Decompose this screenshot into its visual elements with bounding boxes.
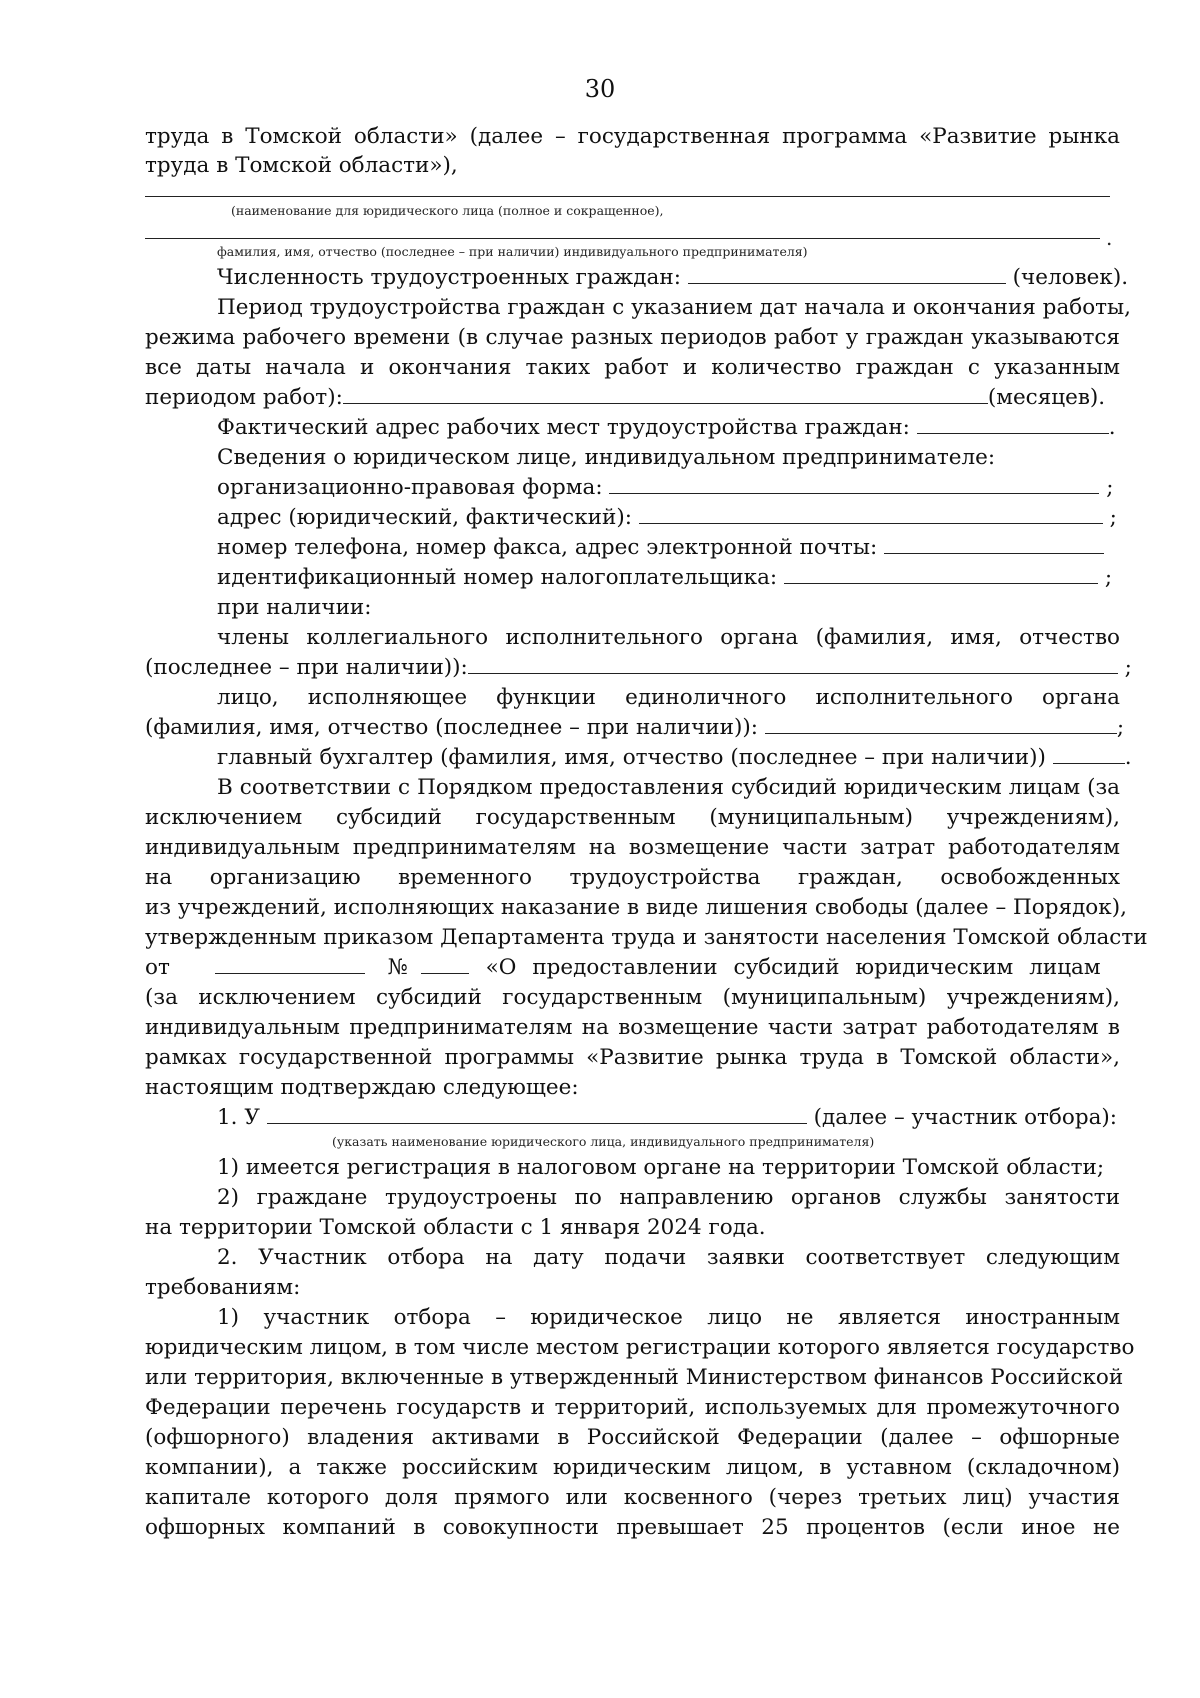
text-line: индивидуальным предпринимателям на возмещение части затрат работодателям в <box>145 1015 1120 1040</box>
punctuation: ; <box>1106 475 1114 500</box>
text-line: рамках государственной программы «Развитие рынка труда в Томской области», <box>145 1045 1120 1070</box>
field-text: (далее – участник отбора): <box>813 1105 1118 1130</box>
text-line: члены коллегиального исполнительного органа (фамилия, имя, отчество <box>217 625 1120 650</box>
field-unit: (месяцев). <box>987 385 1106 410</box>
field-line <box>145 713 1125 742</box>
text-line: капитале которого доля прямого или косвенного (через третьих лиц) участия <box>145 1485 1120 1510</box>
blank-line <box>145 196 1110 197</box>
text-line: лицо, исполняющее функции единоличного исполнительного органа <box>217 685 1120 710</box>
field-line <box>217 473 1120 502</box>
text-line: на территории Томской области с 1 января 2024 года. <box>145 1215 766 1240</box>
text-line: все даты начала и окончания таких работ и количество граждан с указанным <box>145 355 1120 380</box>
text-line: 2. Участник отбора на дату подачи заявки соответствует следующим <box>217 1245 1120 1270</box>
number-sign: № <box>387 955 408 980</box>
punctuation: ; <box>1116 715 1125 740</box>
caption: (указать наименование юридического лица, индивидуального предпринимателя) <box>332 1134 875 1149</box>
field-label: номер телефона, номер факса, адрес электронной почты: <box>217 535 878 560</box>
blank-field <box>267 1103 807 1124</box>
punctuation: . <box>1124 745 1132 770</box>
text-line: настоящим подтверждаю следующее: <box>145 1075 579 1100</box>
text-line: при наличии: <box>217 595 372 620</box>
blank-field <box>468 653 1118 674</box>
text-line: режима рабочего времени (в случае разных периодов работ у граждан указываются <box>145 325 1120 350</box>
field-label: периодом работ): <box>145 385 343 410</box>
text-line: офшорных компаний в совокупности превышает 25 процентов (если иное не <box>145 1515 1120 1540</box>
text-line: или территория, включенные в утвержденный Министерством финансов Российской <box>145 1365 1124 1390</box>
blank-field <box>215 953 365 974</box>
field-line <box>217 533 1120 562</box>
field-label: идентификационный номер налогоплательщика: <box>217 565 778 590</box>
text-line: 2) граждане трудоустроены по направлению органов службы занятости <box>217 1185 1120 1210</box>
caption: (наименование для юридического лица (полное и сокращенное), <box>231 203 664 218</box>
field-text: «О предоставлении субсидий юридическим лицам <box>485 955 1101 980</box>
punctuation: ; <box>1104 565 1113 590</box>
text-line: труда в Томской области» (далее – государственная программа «Развитие рынка <box>145 124 1120 149</box>
field-label: (последнее – при наличии)): <box>145 655 468 680</box>
text-line: Период трудоустройства граждан с указанием дат начала и окончания работы, <box>217 295 1131 320</box>
text-line: Сведения о юридическом лице, индивидуальном предпринимателе: <box>217 445 996 470</box>
punctuation: ; <box>1124 655 1132 680</box>
blank-field <box>639 503 1103 524</box>
blank-field <box>784 563 1098 584</box>
text-line: Федерации перечень государств и территорий, используемых для промежуточного <box>145 1395 1120 1420</box>
blank-field <box>765 713 1117 734</box>
blank-field <box>884 533 1104 554</box>
caption: фамилия, имя, отчество (последнее – при наличии) индивидуального предпринимателя) <box>217 244 808 259</box>
text-line: юридическим лицом, в том числе местом регистрации которого является государство <box>145 1335 1135 1360</box>
blank-field <box>421 953 469 974</box>
blank-field <box>343 383 988 404</box>
text-line: 1) имеется регистрация в налоговом органе на территории Томской области; <box>217 1155 1105 1180</box>
text-line: (за исключением субсидий государственным (муниципальным) учреждениям), <box>145 985 1120 1010</box>
blank-field <box>1053 743 1125 764</box>
field-line <box>145 383 1120 412</box>
field-line <box>217 743 1132 772</box>
text-line: компании), а также российским юридическим лицом, в уставном (складочном) <box>145 1455 1120 1480</box>
field-line <box>217 413 1120 442</box>
punctuation: ; <box>1109 505 1117 530</box>
field-line <box>217 263 1129 292</box>
field-line <box>217 1103 1120 1132</box>
blank-line <box>145 238 1100 239</box>
field-line <box>145 953 1120 982</box>
field-label: Численность трудоустроенных граждан: <box>217 265 681 290</box>
field-unit: (человек). <box>1012 265 1129 290</box>
blank-field <box>609 473 1099 494</box>
field-line <box>145 653 1132 682</box>
punctuation: . <box>1106 226 1113 250</box>
field-label: организационно-правовая форма: <box>217 475 603 500</box>
text-line: на организацию временного трудоустройства граждан, освобожденных <box>145 865 1120 890</box>
field-label: Фактический адрес рабочих мест трудоустройства граждан: <box>217 415 910 440</box>
text-line: утвержденным приказом Департамента труда и занятости населения Томской области <box>145 925 1148 950</box>
text-line: (офшорного) владения активами в Российской Федерации (далее – офшорные <box>145 1425 1120 1450</box>
field-line <box>217 503 1120 532</box>
text-line: из учреждений, исполняющих наказание в виде лишения свободы (далее – Порядок), <box>145 895 1127 920</box>
text-line: требованиям: <box>145 1275 301 1300</box>
field-label: от <box>145 955 170 980</box>
field-label: (фамилия, имя, отчество (последнее – при наличии)): <box>145 715 758 740</box>
punctuation: . <box>1108 415 1116 440</box>
text-line: исключением субсидий государственным (муниципальным) учреждениям), <box>145 805 1120 830</box>
field-label: адрес (юридический, фактический): <box>217 505 632 530</box>
blank-field <box>917 413 1109 434</box>
text-line: труда в Томской области»), <box>145 153 458 178</box>
text-line: индивидуальным предпринимателям на возмещение части затрат работодателям <box>145 835 1120 860</box>
blank-field <box>688 263 1006 284</box>
text-line: 1) участник отбора – юридическое лицо не является иностранным <box>217 1305 1120 1330</box>
page-number: 30 <box>584 75 616 103</box>
text-line: В соответствии с Порядком предоставления субсидий юридическим лицам (за <box>217 775 1120 800</box>
field-label: 1. У <box>217 1105 260 1130</box>
field-label: главный бухгалтер (фамилия, имя, отчество (последнее – при наличии)) <box>217 745 1046 770</box>
field-line <box>217 563 1120 592</box>
